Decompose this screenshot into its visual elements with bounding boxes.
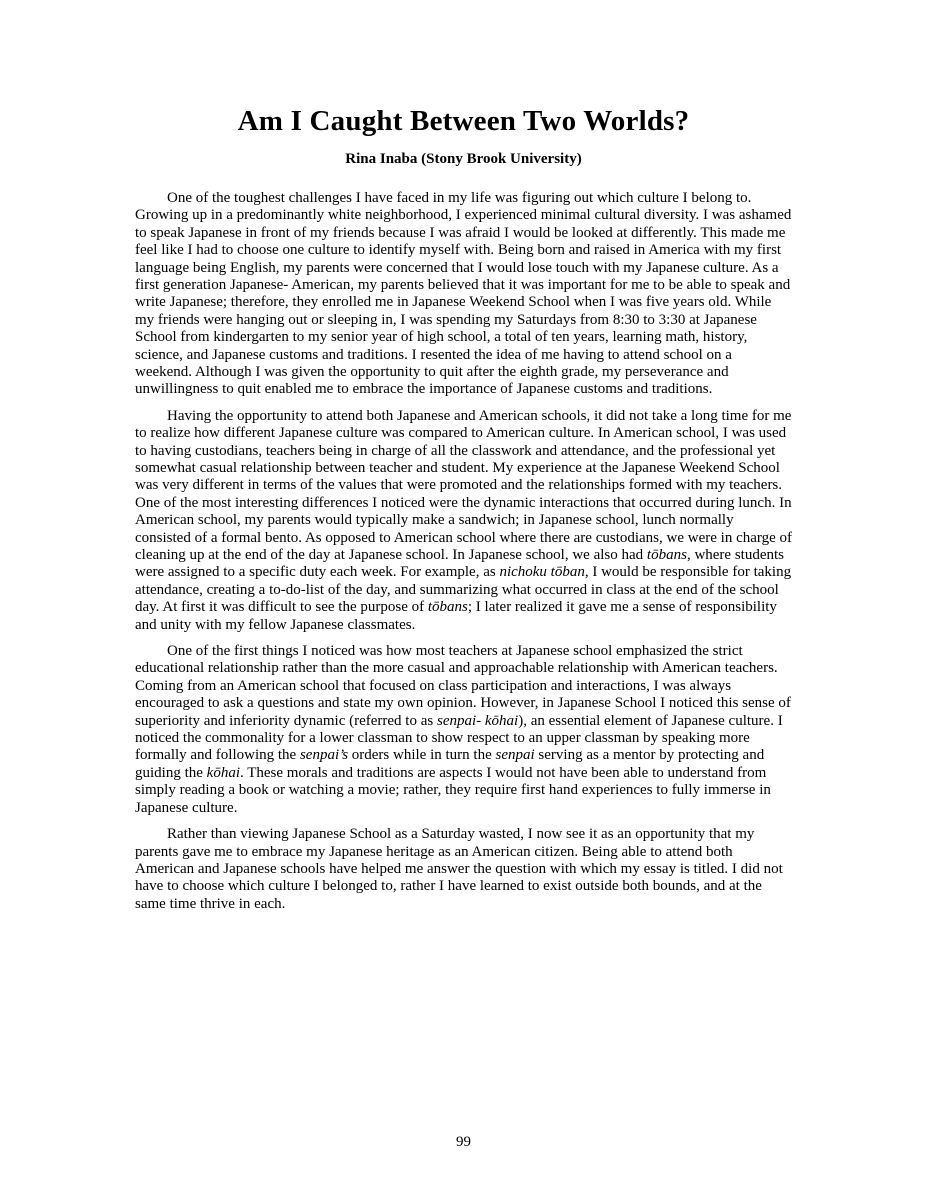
italic-term: tōbans [427, 599, 468, 616]
essay-paragraph [135, 643, 792, 817]
paragraph-text: , where students were assigned to a specific duty each week. For example, as [135, 547, 784, 581]
paragraph-text: ; I later realized it gave me a sense of responsibility and unity with my fellow Japanese classmates. [135, 599, 777, 633]
italic-term: senpai [495, 747, 535, 764]
paragraph-text: Rather than viewing Japanese School as a Saturday wasted, I now see it as an opportunity that my parents gave me to embrace my Japanese heritage as an American citizen. Being able to attend both American and Japanese schools have helped me answer the question with which my essay is titled. I did not have to choose which culture I belonged to, rather I have learned to exist outside both bounds, and at the same time thrive in each. [135, 826, 783, 912]
essay-paragraph [135, 190, 792, 399]
paragraph-text: orders while in turn the [348, 747, 496, 764]
paragraph-text: serving as a mentor by protecting and guiding the [135, 747, 765, 781]
paragraph-text: One of the toughest challenges I have faced in my life was figuring out which culture I belong to. Growing up in a predominantly white neighborhood, I experienced minimal cultural diversity. I was ashamed to speak Japanese in front of my friends because I was afraid I would be looked at differently. This made me feel like I had to choose one culture to identify myself with. Being born and raised in America with my first language being English, my parents were concerned that I would lose touch with my Japanese culture. As a first generation Japanese- American, my parents believed that it was important for me to be able to speak and write Japanese; therefore, they enrolled me in Japanese Weekend School when I was five years old. While my friends were hanging out or sleeping in, I was spending my Saturdays from 8:30 to 3:30 at Japanese School from kindergarten to my senior year of high school, a total of ten years, learning math, history, science, and Japanese customs and traditions. I resented the idea of me having to attend school on a weekend. Although I was given the opportunity to quit after the eighth grade, my perseverance and unwillingness to quit enabled me to embrace the importance of Japanese customs and traditions. [135, 189, 792, 398]
paragraph-text: One of the first things I noticed was how most teachers at Japanese school emphasized the strict educational relationship rather than the more casual and approachable relationship with American teachers. Coming from an American school that focused on class participation and interactions, I was always encouraged to ask a questions and state my own opinion. However, in Japanese School I noticed this sense of superiority and inferiority dynamic (referred to as [135, 643, 791, 729]
italic-term: senpai’s [299, 747, 349, 764]
essay-body [135, 190, 792, 913]
italic-term: senpai- kōhai [436, 712, 519, 729]
essay-title: Am I Caught Between Two Worlds? [237, 105, 690, 137]
italic-term: nichoku tōban [499, 564, 585, 581]
paragraph-text: . These morals and traditions are aspects I would not have been able to understand from simply reading a book or watching a movie; rather, they require first hand experiences to fully immerse in Japanese culture. [135, 764, 771, 816]
paragraph-text: , I would be responsible for taking attendance, creating a to-do-list of the day, and summarizing what occurred in class at the end of the school day. At first it was difficult to see the purpose of [135, 564, 792, 616]
italic-term: tōbans [646, 547, 687, 564]
essay-paragraph [135, 826, 792, 913]
italic-term: kōhai [206, 764, 240, 781]
paragraph-text: ), an essential element of Japanese culture. I noticed the commonality for a lower classman to show respect to an upper classman by speaking more formally and following the [135, 712, 783, 764]
paragraph-text: Having the opportunity to attend both Japanese and American schools, it did not take a long time for me to realize how different Japanese culture was compared to American culture. In American school, I was used to having custodians, teachers being in charge of all the classwork and attendance, and the professional yet somewhat casual relationship between teacher and student. My experience at the Japanese Weekend School was very different in terms of the values that were promoted and the relationships formed with my teachers. One of the most interesting differences I noticed were the dynamic interactions that occurred during lunch. In American school, my parents would typically make a sandwich; in Japanese school, lunch normally consisted of a formal bento. As opposed to American school where there are custodians, we were in charge of cleaning up at the end of the day at Japanese school. In Japanese school, we also had [135, 407, 793, 564]
page-number: 99 [456, 1134, 471, 1150]
essay-paragraph [135, 408, 792, 634]
essay-author-line: Rina Inaba (Stony Brook University) [345, 150, 582, 167]
